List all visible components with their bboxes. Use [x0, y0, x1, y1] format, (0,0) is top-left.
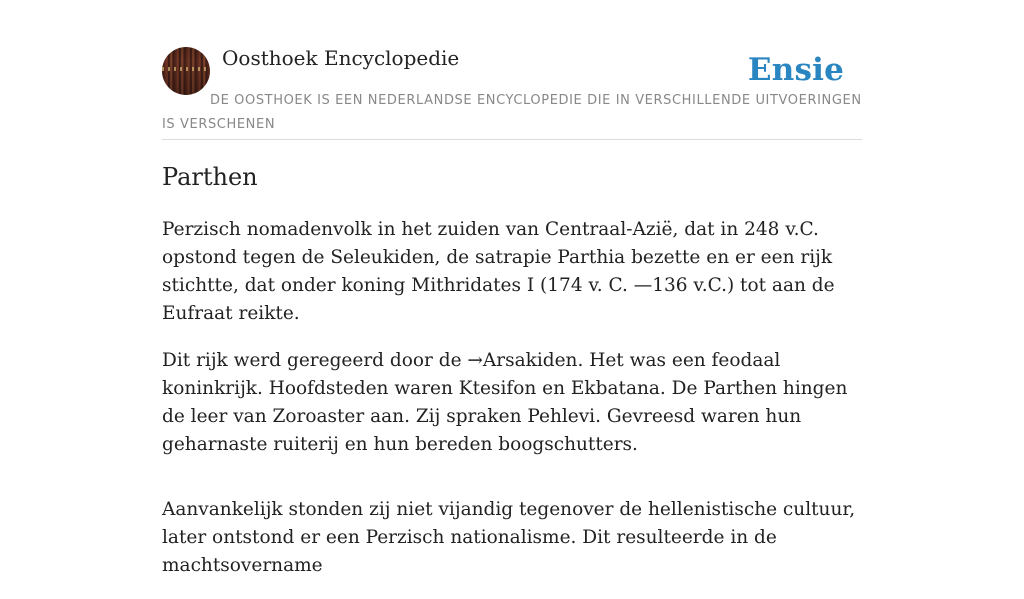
- site-title[interactable]: Oosthoek Encyclopedie: [222, 46, 460, 70]
- arsakiden-link[interactable]: →Arsakiden: [467, 350, 578, 371]
- ensie-logo[interactable]: Ensie: [747, 52, 844, 88]
- paragraph-2-text-before: Dit rijk werd geregeerd door de: [162, 350, 468, 371]
- article-title: Parthen: [162, 163, 258, 191]
- site-header: [162, 0, 862, 140]
- article-body: [162, 216, 862, 599]
- avatar[interactable]: [162, 47, 210, 95]
- article-paragraph-1: Perzisch nomadenvolk in het zuiden van Centraal-Azië, dat in 248 v.C. opstond tegen de Seleukiden, de satrapie Parthia bezette en er een rijk stichtte, dat onder koning Mithridates I (174 v. C. —136 v.C.) tot aan de Eufraat reikte.: [162, 219, 835, 324]
- page-container: [162, 0, 862, 576]
- site-tagline: DE OOSTHOEK IS EEN NEDERLANDSE ENCYCLOPEDIE DIE IN VERSCHILLENDE UITVOERINGEN IS VERSCHENEN: [162, 93, 862, 132]
- paragraph-2-text-after: . Het was een feodaal koninkrijk. Hoofdsteden waren Ktesifon en Ekbatana. De Parthen hingen de leer van Zoroaster aan. Zij spraken Pehlevi. Gevreesd waren hun geharnaste ruiterij en hun bereden boogschutters.: [162, 350, 848, 455]
- article-paragraph-3: Aanvankelijk stonden zij niet vijandig tegenover de hellenistische cultuur, later ontstond er een Perzisch nationalisme. Dit resulteerde in de machtsovername: [162, 499, 856, 576]
- article-paragraph-2: [162, 347, 862, 459]
